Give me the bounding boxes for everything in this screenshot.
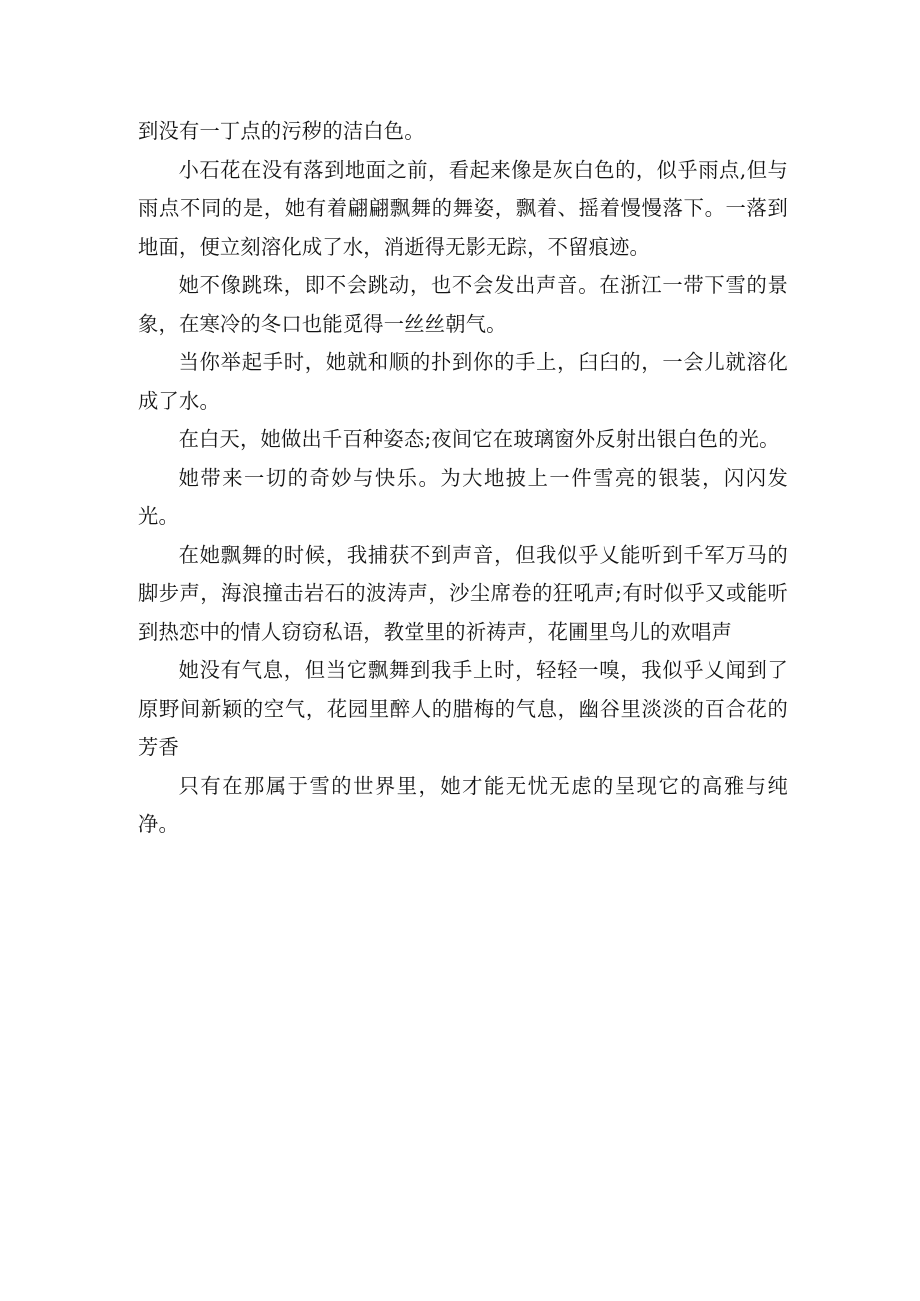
paragraph-4: 当你举起手时，她就和顺的扑到你的手上，臼臼的，一会儿就溶化成了水。 xyxy=(138,350,788,413)
paragraph-8: 她没有气息，但当它飘舞到我手上时，轻轻一嗅，我似乎乂闻到了原野间新颖的空气，花园里醉人的腊梅的气息，幽谷里淡淡的百合花的芳香 xyxy=(138,658,788,759)
document-body xyxy=(138,112,788,844)
paragraph-9: 只有在那属于雪的世界里，她才能无忧无虑的呈现它的高雅与纯净。 xyxy=(138,773,788,836)
paragraph-3: 她不像跳珠，即不会跳动，也不会发出声音。在浙江一带下雪的景象，在寒冷的冬口也能觅得一丝丝朝气。 xyxy=(138,273,788,336)
paragraph-1: 到没有一丁点的污秽的洁白色。 xyxy=(138,119,425,143)
paragraph-2: 小石花在没有落到地面之前，看起来像是灰白色的，似乎雨点,但与雨点不同的是，她有着翩翩飘舞的舞姿，飘着、摇着慢慢落下。一落到地面，便立刻溶化成了水，消逝得无影无踪，不留痕迹。 xyxy=(138,157,788,259)
paragraph-5: 在白天，她做出千百种姿态;夜间它在玻璃窗外反射出银白色的光。 xyxy=(178,427,780,451)
paragraph-7: 在她飘舞的时候，我捕获不到声音，但我似乎乂能听到千军万马的脚步声，海浪撞击岩石的波涛声，沙尘席卷的狂吼声;有时似乎又或能听到热恋中的情人窃窃私语，教堂里的祈祷声，花圃里鸟儿的欢唱声 xyxy=(138,542,788,644)
paragraph-6: 她带来一切的奇妙与快乐。为大地披上一件雪亮的银装，闪闪发光。 xyxy=(138,465,788,528)
